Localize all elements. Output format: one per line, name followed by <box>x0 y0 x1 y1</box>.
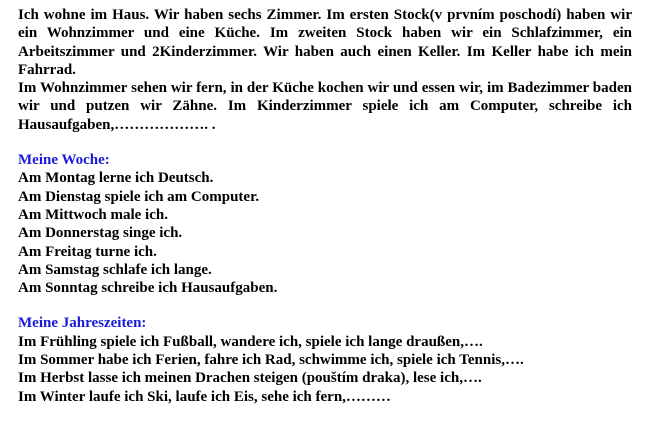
season-line-spring: Im Frühling spiele ich Fußball, wandere ich, spiele ich lange draußen,…. <box>18 333 483 350</box>
week-line-wednesday: Am Mittwoch male ich. <box>18 206 168 223</box>
section-spacer <box>18 134 632 151</box>
week-line-friday: Am Freitag turne ich. <box>18 243 157 260</box>
house-paragraph-2: Im Wohnzimmer sehen wir fern, in der Küche kochen wir und essen wir, im Badezimmer baden wir und putzen wir Zähne. Im Kinderzimmer spiele ich am Computer, schreibe ich Hausaufgaben,………………. . <box>18 80 632 133</box>
season-line-summer: Im Sommer habe ich Ferien, fahre ich Rad, schwimme ich, spiele ich Tennis,…. <box>18 352 524 369</box>
week-line-tuesday: Am Dienstag spiele ich am Computer. <box>18 188 260 205</box>
season-line-winter: Im Winter laufe ich Ski, laufe ich Eis, sehe ich fern,……… <box>18 388 391 405</box>
week-line-sunday: Am Sonntag schreibe ich Hausaufgaben. <box>18 280 278 297</box>
section-spacer <box>18 297 632 314</box>
week-line-monday: Am Montag lerne ich Deutsch. <box>18 170 214 187</box>
house-paragraph-1: Ich wohne im Haus. Wir haben sechs Zimmer. Im ersten Stock(v prvním poschodí) haben wir ein Wohnzimmer und eine Küche. Im zweiten Stock haben wir ein Schlafzimmer, ein Arbeitszimmer und 2Kinderzimmer. Wir haben auch einen Keller. Im Keller habe ich mein Fahrrad. <box>18 7 632 78</box>
week-line-thursday: Am Donnerstag singe ich. <box>18 225 183 242</box>
week-heading: Meine Woche: <box>18 152 110 169</box>
seasons-heading: Meine Jahreszeiten: <box>18 315 147 332</box>
week-line-saturday: Am Samstag schlafe ich lange. <box>18 261 212 278</box>
season-line-autumn: Im Herbst lasse ich meinen Drachen steigen (pouštím draka), lese ich,…. <box>18 370 482 387</box>
document-page <box>18 6 632 406</box>
